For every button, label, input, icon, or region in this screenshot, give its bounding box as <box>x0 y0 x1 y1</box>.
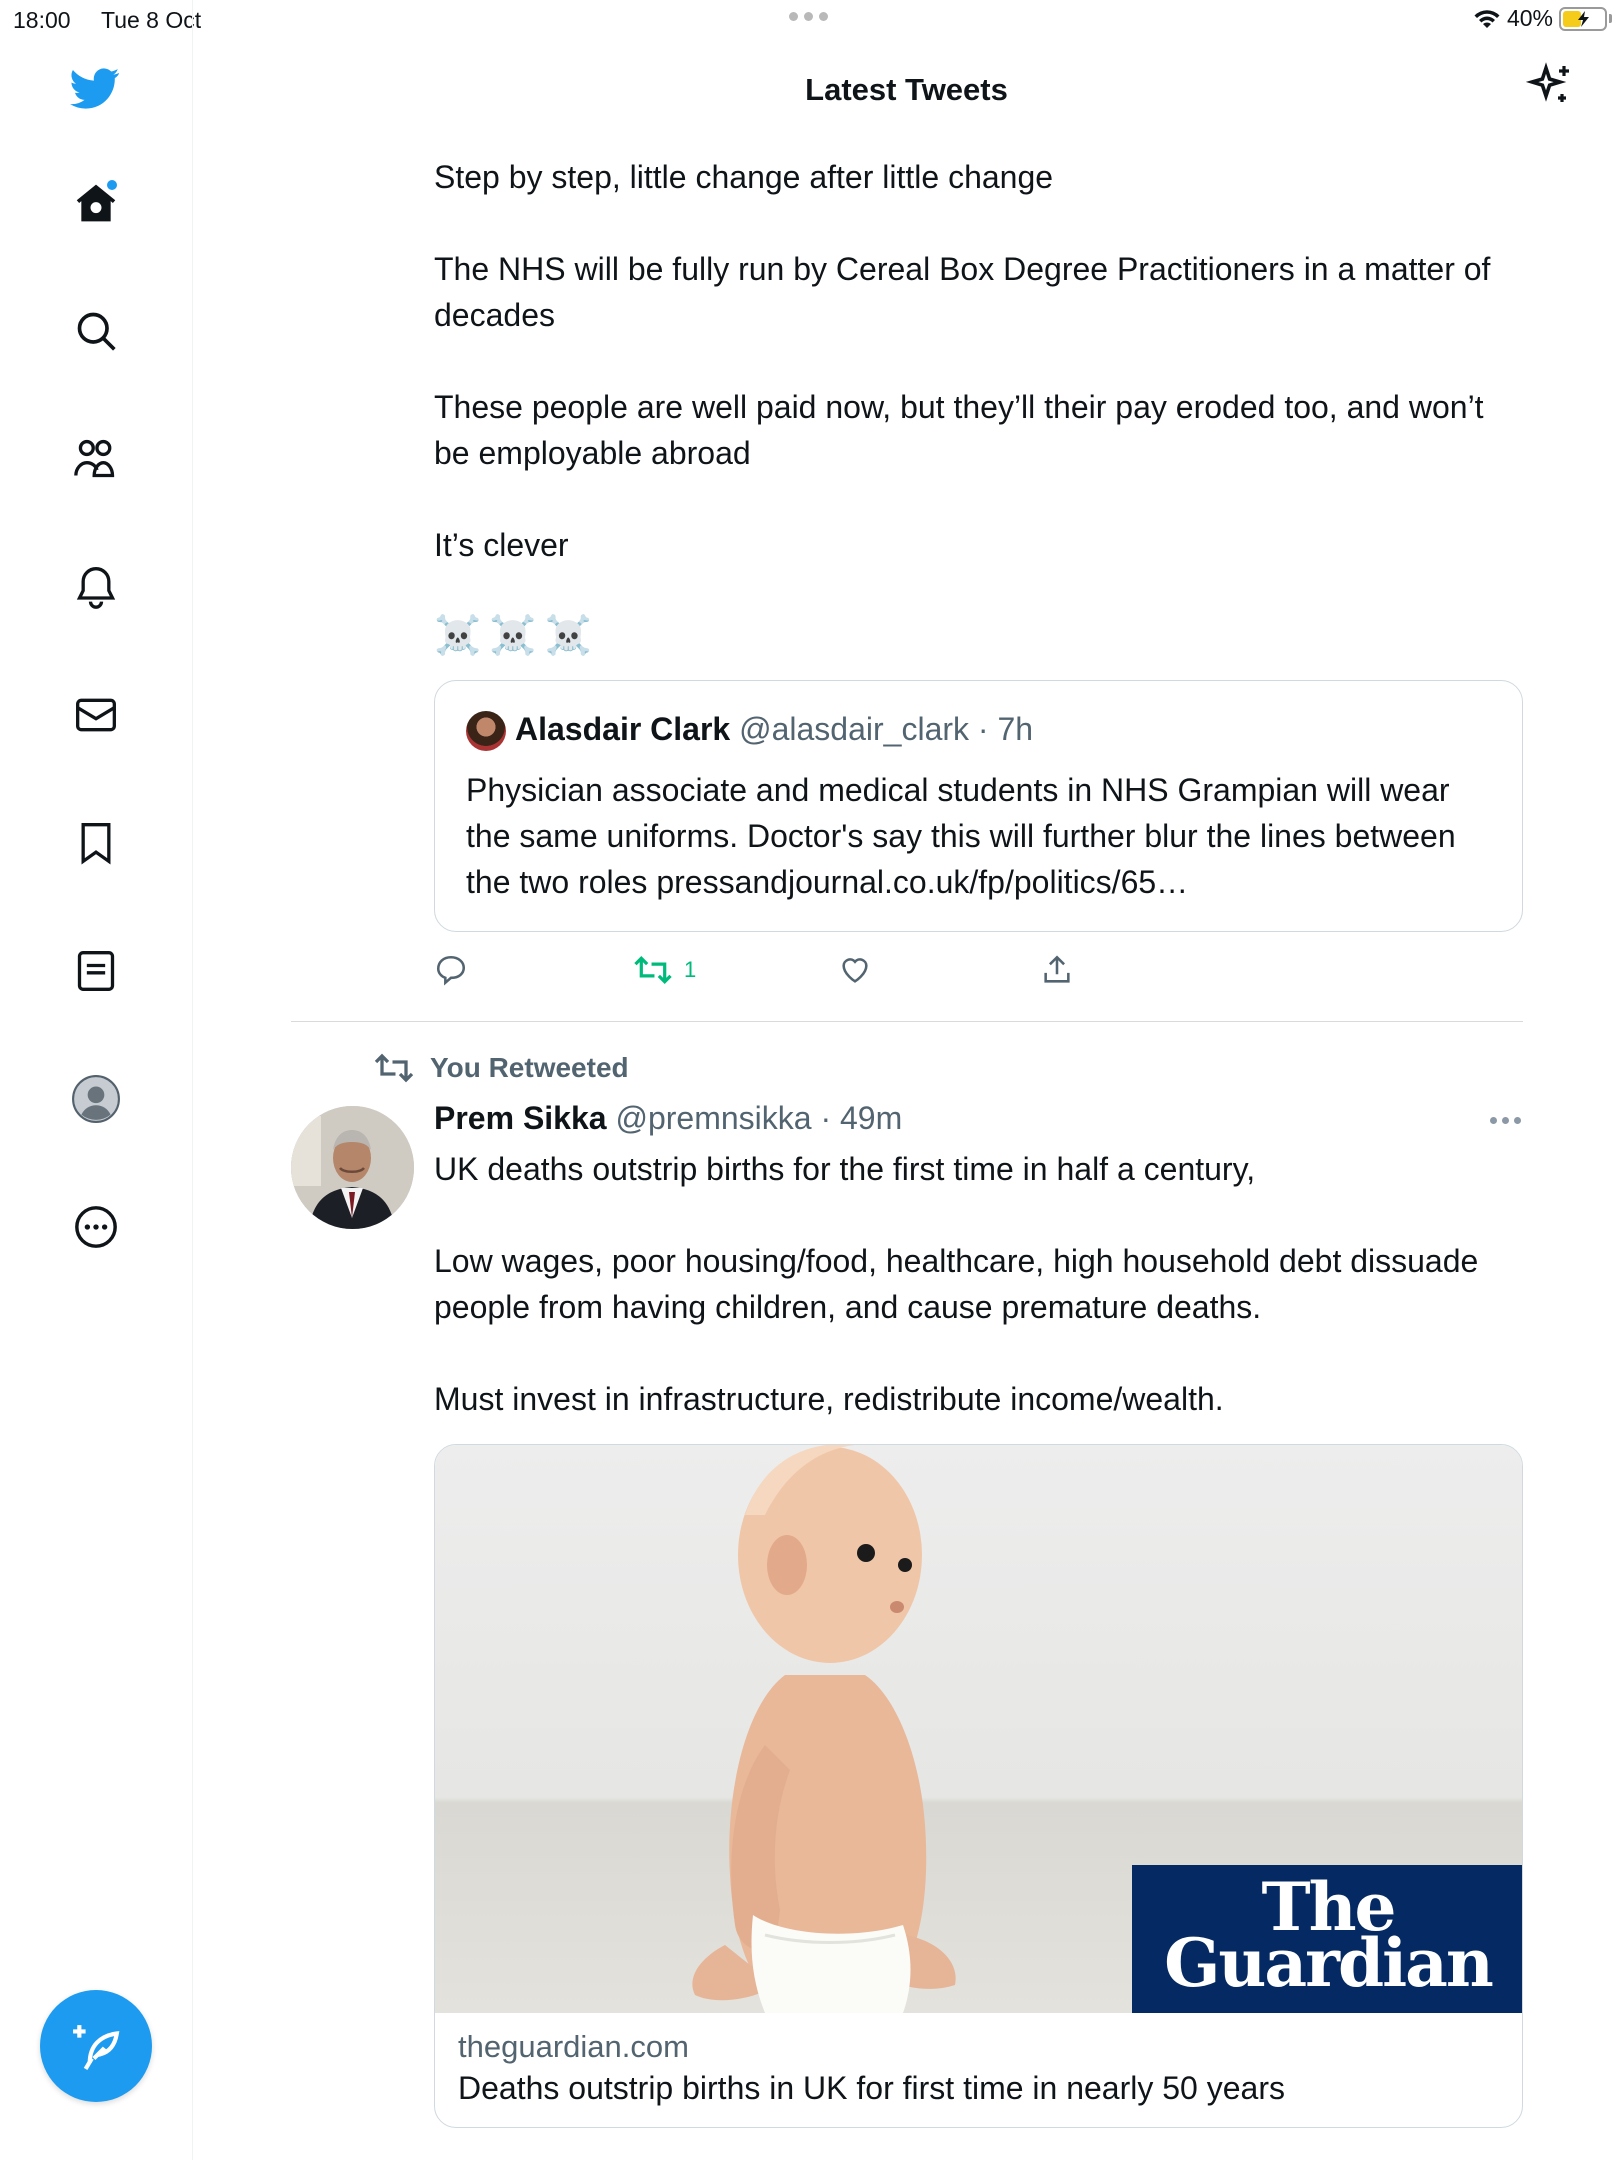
sidebar <box>0 0 193 2160</box>
status-bar <box>0 0 1620 40</box>
link-card-title: Deaths outstrip births in UK for first time in nearly 50 years <box>458 2070 1285 2106</box>
tweet-divider <box>291 1021 1523 1022</box>
profile-icon[interactable] <box>71 1074 121 1124</box>
wifi-icon <box>1473 8 1501 30</box>
retweet-banner-text[interactable]: You Retweeted <box>430 1052 629 1083</box>
home-icon[interactable] <box>71 178 121 228</box>
multitasking-dots[interactable] <box>789 12 828 21</box>
twitter-logo-icon[interactable] <box>70 64 120 114</box>
link-card[interactable] <box>434 1444 1523 2128</box>
share-icon <box>1040 953 1074 987</box>
retweet-button[interactable] <box>634 955 696 985</box>
author-name[interactable]: Prem Sikka <box>434 1100 607 1136</box>
retweet-icon <box>634 955 672 985</box>
tweet-paragraph: Step by step, little change after little change <box>434 159 1054 195</box>
tweet-header <box>434 1100 902 1137</box>
skull-emoji: ☠️☠️☠️ <box>434 615 600 657</box>
guardian-logo-line1: The <box>1261 1868 1395 1946</box>
compose-tweet-button[interactable] <box>40 1990 152 2102</box>
guardian-logo-line2: Guardian <box>1164 1924 1492 2002</box>
link-card-domain: theguardian.com <box>458 2029 689 2064</box>
reply-icon <box>434 953 468 987</box>
more-icon[interactable] <box>71 1202 121 1252</box>
compose-feather-icon <box>71 2021 121 2071</box>
reply-button[interactable] <box>434 953 468 987</box>
like-button[interactable] <box>838 953 872 987</box>
tweet-time[interactable]: · 49m <box>820 1100 903 1136</box>
avatar[interactable] <box>466 711 506 751</box>
tweet-paragraph: Low wages, poor housing/food, healthcare, high household debt dissuade people from having children, and cause premature deaths. <box>434 1243 1479 1325</box>
tweet-paragraph: These people are well paid now, but they’ll their pay eroded too, and won’t be employable abroad <box>434 389 1484 471</box>
quoted-tweet-header <box>515 711 1033 748</box>
share-button[interactable] <box>1040 953 1074 987</box>
messages-icon[interactable] <box>71 690 121 740</box>
quoted-tweet[interactable] <box>434 680 1523 932</box>
author-handle[interactable]: @premnsikka <box>615 1100 812 1136</box>
guardian-logo <box>1132 1865 1523 2013</box>
sparkle-icon[interactable] <box>1526 62 1574 115</box>
quoted-tweet-time: · 7h <box>977 711 1034 747</box>
lists-icon[interactable] <box>71 946 121 996</box>
quoted-author-name[interactable]: Alasdair Clark <box>515 711 731 747</box>
battery-percent: 40% <box>1506 5 1553 31</box>
link-card-image[interactable] <box>435 1445 1523 2013</box>
battery-icon <box>1559 7 1607 31</box>
status-date: Tue 8 Oct <box>101 7 202 33</box>
tweet-body <box>434 1146 1524 1468</box>
retweet-banner <box>374 1052 629 1084</box>
tweet-paragraph: Must invest in infrastructure, redistribute income/wealth. <box>434 1381 1224 1417</box>
status-time: 18:00 <box>13 7 71 33</box>
tweet-body <box>434 154 1524 614</box>
search-icon[interactable] <box>71 306 121 356</box>
bookmarks-icon[interactable] <box>71 818 121 868</box>
timeline-header <box>193 40 1620 142</box>
retweet-count: 1 <box>684 957 697 982</box>
notifications-icon[interactable] <box>71 562 121 612</box>
heart-icon <box>838 953 872 987</box>
tweet-paragraph: It’s clever <box>434 527 569 563</box>
tweet-paragraph: UK deaths outstrip births for the first time in half a century, <box>434 1151 1256 1187</box>
avatar[interactable] <box>291 1106 414 1229</box>
quoted-tweet-text: Physician associate and medical students in NHS Grampian will wear the same uniforms. Doctor's say this will further blur the lines between the two roles pressandjournal.co.uk/fp/politics/65… <box>466 772 1456 900</box>
communities-icon[interactable] <box>71 434 121 484</box>
quoted-author-handle: @alasdair_clark <box>739 711 970 747</box>
retweet-icon <box>374 1053 414 1083</box>
page-title: Latest Tweets <box>805 72 1008 107</box>
status-right <box>1473 5 1612 32</box>
tweet-paragraph: The NHS will be fully run by Cereal Box Degree Practitioners in a matter of decades <box>434 251 1491 333</box>
tweet-more-button[interactable] <box>1490 1117 1521 1124</box>
